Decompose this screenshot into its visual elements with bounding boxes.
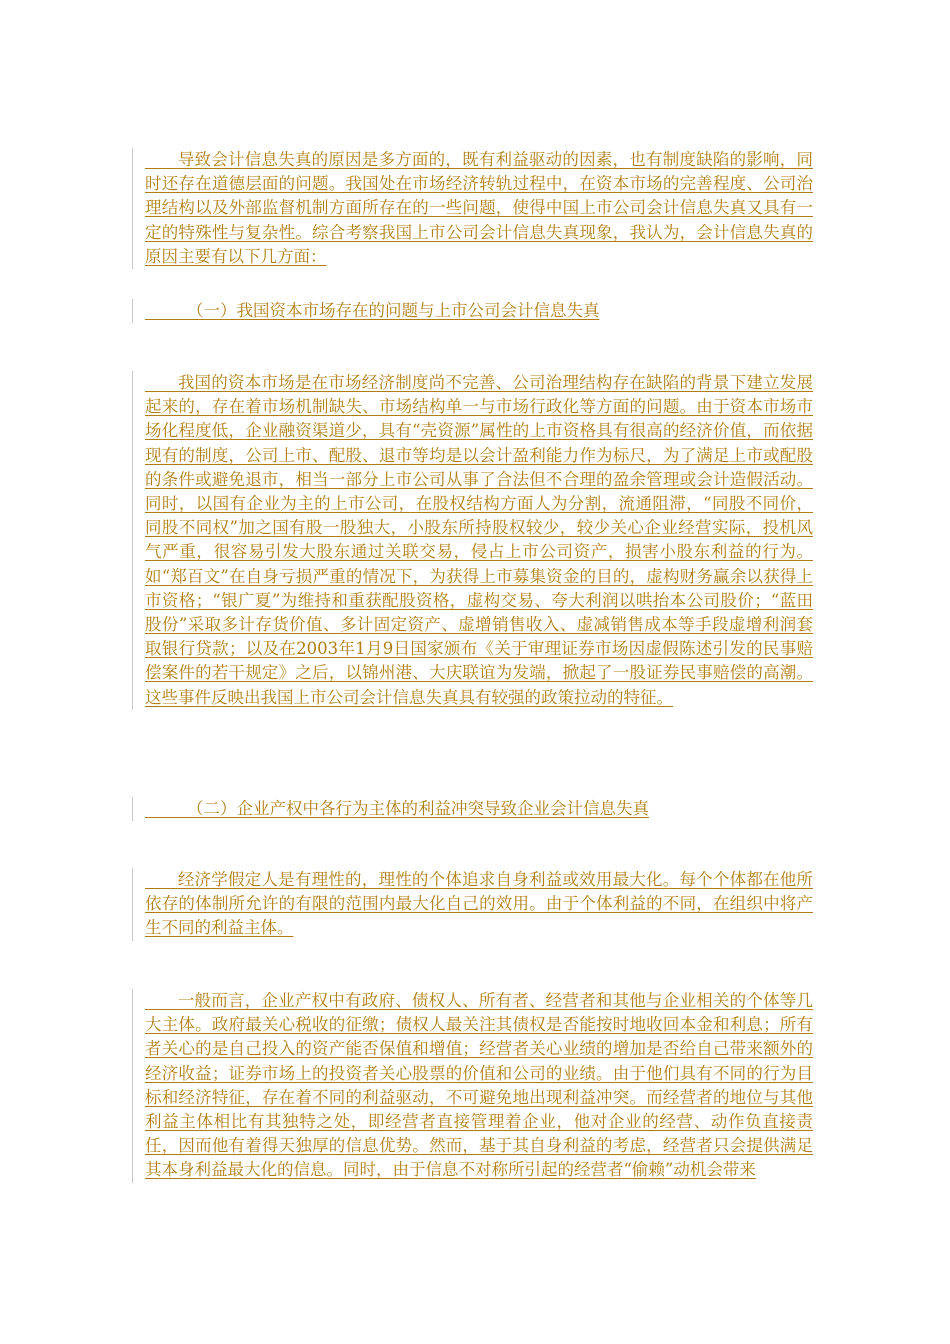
paragraph-text: 经济学假定人是有理性的，理性的个体追求自身利益或效用最大化。每个个体都在他所依存的体制所允许的有限的范围内最大化自己的效用。由于个体利益的不同，在组织中将产生不同的利益主体。 [145,870,814,938]
section-heading-capital-market [132,299,813,323]
heading-text: （一）我国资本市场存在的问题与上市公司会计信息失真 [145,301,600,320]
paragraph-text: 一般而言，企业产权中有政府、债权人、所有者、经营者和其他与企业相关的个体等几大主体。政府最关心税收的征缴；债权人最关注其债权是否能按时地收回本金和利息；所有者关心的是自己投入的资产能否保值和增值；经营者关心业绩的增加是否给自己带来额外的经济收益；证券市场上的投资者关心股票的价值和公司的业绩。由于他们具有不同的行为目标和经济特征，存在着不同的利益驱动，不可避免地出现利益冲突。而经营者的地位与其他利益主体相比有其独特之处，即经营者直接管理着企业，他对企业的经营、动作负直接责任，因而他有着得天独厚的信息优势。然而，基于其自身利益的考虑，经营者只会提供满足其本身利益最大化的信息。同时，由于信息不对称所引起的经营者“偷赖”动机会带来 [145,991,814,1180]
paragraph-causes-intro [132,148,813,269]
section-heading-interest-conflict [132,797,813,821]
paragraph-property-rights-subjects [132,989,813,1183]
paragraph-rational-person [132,868,813,941]
paragraph-capital-market [132,371,813,710]
paragraph-text: 我国的资本市场是在市场经济制度尚不完善、公司治理结构存在缺陷的背景下建立发展起来的，存在着市场机制缺失、市场结构单一与市场行政化等方面的问题。由于资本市场市场化程度低，企业融资渠道少，具有“壳资源”属性的上市资格具有很高的经济价值，而依据现有的制度，公司上市、配股、退市等均是以会计盈利能力作为标尺，为了满足上市或配股的条件或避免退市，相当一部分上市公司从事了合法但不合理的盈余管理或会计造假活动。同时，以国有企业为主的上市公司，在股权结构方面人为分割，流通阻滞，“同股不同价，同股不同权”加之国有股一股独大，小股东所持股权较少，较少关心企业经营实际，投机风气严重，很容易引发大股东通过关联交易，侵占上市公司资产，损害小股东利益的行为。如“郑百文”在自身亏损严重的情况下，为获得上市募集资金的目的，虚构财务赢余以获得上市资格；“银广夏”为维持和重获配股资格，虚构交易、夸大利润以哄抬本公司股价；“蓝田股份”采取多计存货价值、多计固定资产、虚增销售收入、虚减销售成本等手段虚增利润套取银行贷款；以及在2003年1月9日国家颁布《关于审理证券市场因虚假陈述引发的民事赔偿案件的若干规定》之后，以锦州港、大庆联谊为发端，掀起了一股证券民事赔偿的高潮。这些事件反映出我国上市公司会计信息失真具有较强的政策拉动的特征。 [145,373,814,707]
heading-text: （二）企业产权中各行为主体的利益冲突导致企业会计信息失真 [145,799,649,818]
paragraph-text: 导致会计信息失真的原因是多方面的，既有利益驱动的因素，也有制度缺陷的影响，同时还存在道德层面的问题。我国处在市场经济转轨过程中，在资本市场的完善程度、公司治理结构以及外部监督机制方面所存在的一些问题，使得中国上市公司会计信息失真又具有一定的特殊性与复杂性。综合考察我国上市公司会计信息失真现象，我认为，会计信息失真的原因主要有以下几方面： [145,150,814,266]
